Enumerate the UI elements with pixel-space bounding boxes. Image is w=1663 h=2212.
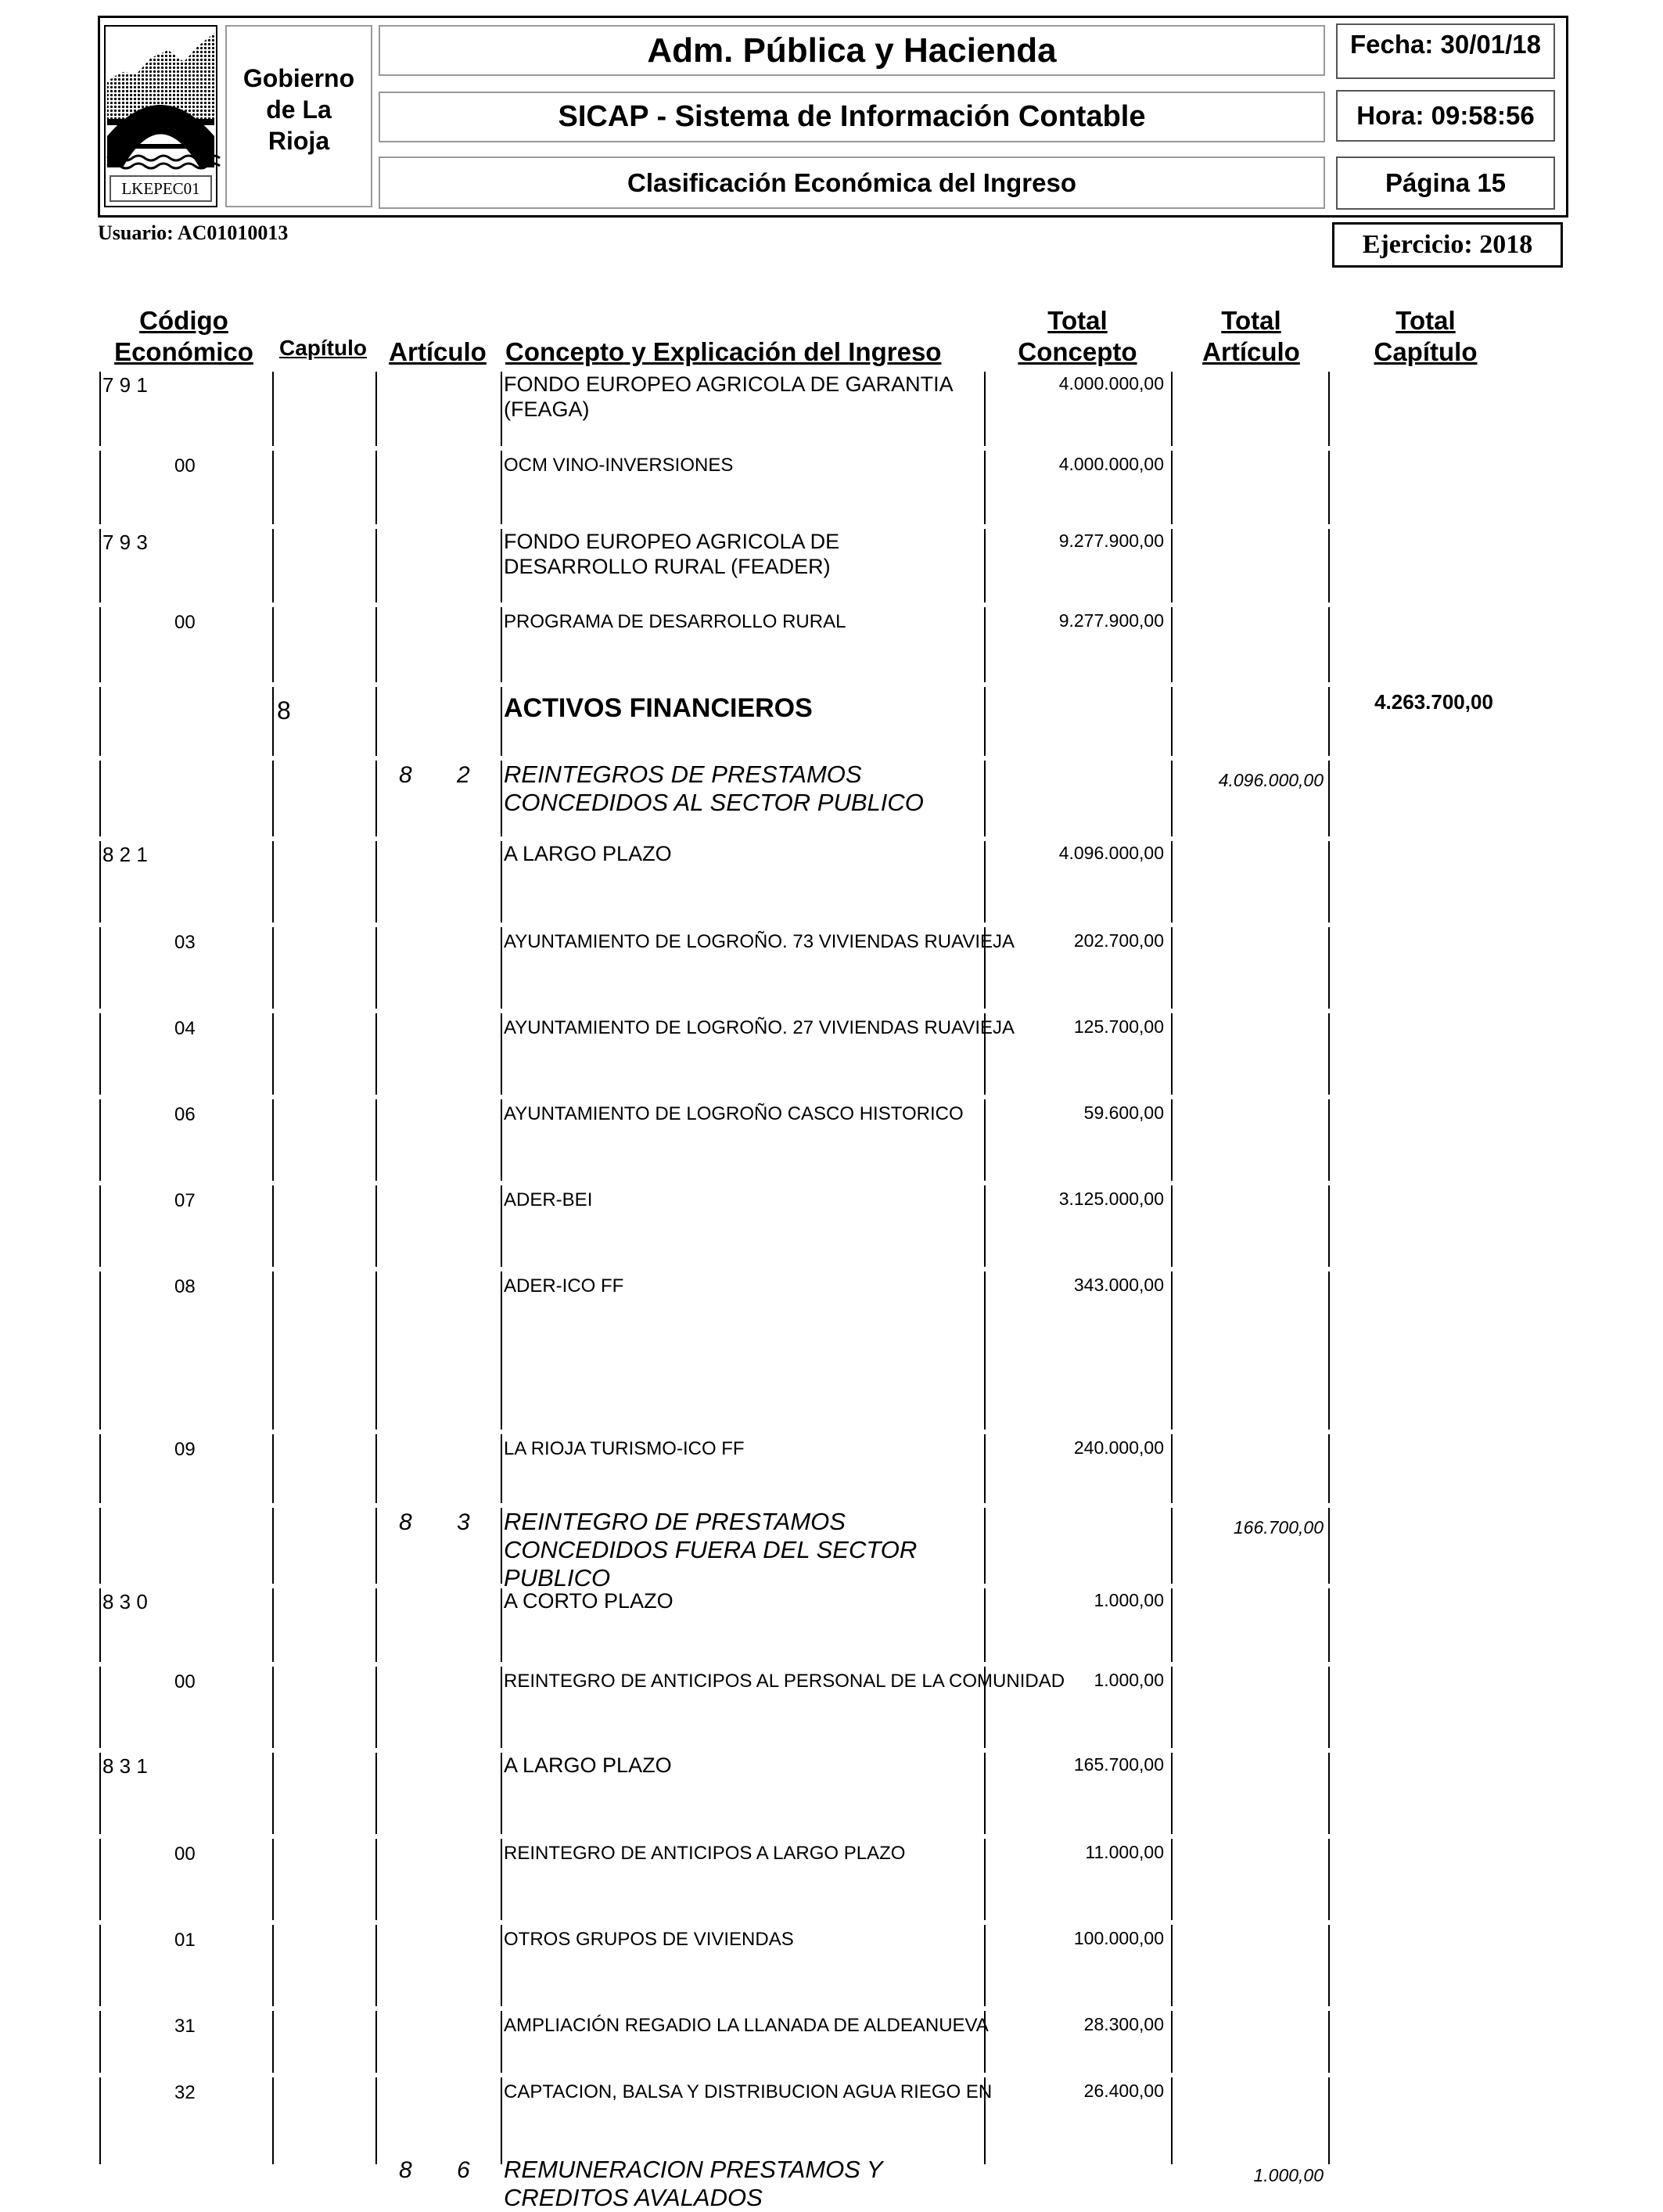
column-separator xyxy=(984,1508,986,1584)
description-line: (FEAGA) xyxy=(504,397,590,421)
description-line: REINTEGRO DE PRESTAMOS xyxy=(504,1508,846,1535)
column-separator xyxy=(375,1434,377,1503)
article-digit-1: 8 xyxy=(399,2157,412,2183)
column-separator xyxy=(99,1588,101,1662)
total-articulo-value: 166.700,00 xyxy=(1233,1517,1324,1538)
column-separator xyxy=(375,1839,377,1920)
total-concepto-value: 165.700,00 xyxy=(1073,1754,1164,1775)
concept-description xyxy=(504,841,973,866)
concept-description xyxy=(504,1588,973,1613)
column-separator xyxy=(99,1925,101,2006)
concept-code: 8 3 1 xyxy=(102,1754,148,1778)
government-name: Gobierno de La Rioja xyxy=(242,64,355,155)
description-line: A LARGO PLAZO xyxy=(504,1753,672,1777)
column-separator xyxy=(375,2011,377,2073)
column-separator xyxy=(501,372,502,446)
report-name: Clasificación Económica del Ingreso xyxy=(379,156,1325,209)
total-capitulo-value: 4.263.700,00 xyxy=(1374,690,1493,714)
column-separator xyxy=(1171,841,1173,923)
total-concepto-value: 26.400,00 xyxy=(1083,2081,1164,2101)
column-separator xyxy=(1171,2011,1173,2073)
column-separator xyxy=(1171,529,1173,602)
subconcept-code: 07 xyxy=(174,1190,196,1211)
column-separator xyxy=(99,372,101,446)
page-box: Página 15 xyxy=(1336,156,1555,210)
concept-description xyxy=(504,1753,973,1778)
col-header-concepto: Concepto y Explicación del Ingreso xyxy=(505,337,942,366)
column-separator xyxy=(501,761,502,836)
subconcept-code: 09 xyxy=(174,1439,196,1460)
fiscal-year-box: Ejercicio: 2018 xyxy=(1332,222,1563,268)
column-separator xyxy=(375,1588,377,1662)
column-separator xyxy=(984,687,986,756)
column-separator xyxy=(272,1271,274,1430)
column-separator xyxy=(375,529,377,602)
chapter-title: ACTIVOS FINANCIEROS xyxy=(504,693,813,723)
column-separator xyxy=(1171,927,1173,1009)
concept-code: 7 9 1 xyxy=(102,373,148,397)
total-concepto-value: 1.000,00 xyxy=(1094,1590,1164,1610)
column-separator xyxy=(375,1925,377,2006)
column-separator xyxy=(501,1508,502,1584)
column-separator xyxy=(99,1185,101,1267)
column-separator xyxy=(99,607,101,682)
column-separator xyxy=(501,2156,502,2163)
column-separator xyxy=(272,1434,274,1503)
column-separator xyxy=(501,927,502,1009)
subconcept-code: 06 xyxy=(174,1104,196,1125)
column-separator xyxy=(1328,529,1330,602)
column-separator xyxy=(501,2077,502,2164)
concept-code: 8 3 0 xyxy=(102,1590,148,1613)
column-separator xyxy=(272,2011,274,2073)
total-concepto-value: 4.000.000,00 xyxy=(1058,373,1164,394)
column-separator xyxy=(272,1925,274,2006)
column-separator xyxy=(1328,1588,1330,1662)
subconcept-description: AYUNTAMIENTO DE LOGROÑO. 73 VIVIENDAS RUAVIEJA xyxy=(504,931,1015,952)
column-separator xyxy=(272,1013,274,1095)
column-separator xyxy=(375,451,377,524)
total-concepto-value: 240.000,00 xyxy=(1073,1437,1164,1458)
column-separator xyxy=(501,2011,502,2073)
column-separator xyxy=(1328,1434,1330,1503)
column-separator xyxy=(501,1271,502,1430)
column-separator xyxy=(272,1508,274,1584)
column-separator xyxy=(99,1667,101,1748)
col-header-codigo: Código Económico xyxy=(114,306,253,366)
column-separator xyxy=(99,2011,101,2073)
column-separator xyxy=(272,372,274,446)
report-subtitle: SICAP - Sistema de Información Contable xyxy=(379,92,1325,142)
total-concepto-value: 11.000,00 xyxy=(1085,1842,1164,1862)
subconcept-code: 04 xyxy=(174,1018,196,1039)
col-header-total-capitulo: Total Capítulo xyxy=(1374,306,1478,366)
column-separator xyxy=(984,761,986,836)
column-separator xyxy=(272,2077,274,2164)
column-separator xyxy=(1171,2077,1173,2164)
column-separator xyxy=(1328,2077,1330,2164)
subconcept-code: 03 xyxy=(174,932,196,953)
column-separator xyxy=(375,2156,377,2163)
subconcept-code: 00 xyxy=(174,612,196,633)
column-separator xyxy=(99,2156,101,2163)
description-line: FONDO EUROPEO AGRICOLA DE GARANTIA xyxy=(504,372,954,396)
col-header-capitulo: Capítulo xyxy=(279,336,367,360)
column-separator xyxy=(1171,1839,1173,1920)
column-separator xyxy=(375,372,377,446)
column-separator xyxy=(272,761,274,836)
column-separator xyxy=(272,1839,274,1920)
column-separator xyxy=(501,1013,502,1095)
column-separator xyxy=(1171,372,1173,446)
column-separator xyxy=(99,1099,101,1181)
column-separator xyxy=(501,1434,502,1503)
column-separator xyxy=(1328,1667,1330,1748)
subconcept-description: AYUNTAMIENTO DE LOGROÑO. 27 VIVIENDAS RUAVIEJA xyxy=(504,1017,1015,1038)
column-separator xyxy=(375,761,377,836)
column-separator xyxy=(501,1925,502,2006)
column-separator xyxy=(1328,607,1330,682)
total-concepto-value: 9.277.900,00 xyxy=(1058,531,1164,551)
column-separator xyxy=(272,1588,274,1662)
total-concepto-value: 125.700,00 xyxy=(1073,1016,1164,1037)
column-separator xyxy=(1328,1185,1330,1267)
column-separator xyxy=(984,2156,986,2163)
column-separator xyxy=(375,1667,377,1748)
column-separator xyxy=(99,927,101,1009)
column-separator xyxy=(1328,2011,1330,2073)
article-digit-1: 8 xyxy=(399,1509,412,1535)
chapter-number: 8 xyxy=(277,696,291,725)
column-separator xyxy=(1171,1925,1173,2006)
description-line: CREDITOS AVALADOS xyxy=(504,2184,763,2211)
article-digit-2: 3 xyxy=(457,1509,470,1535)
column-separator xyxy=(1171,1434,1173,1503)
column-separator xyxy=(99,451,101,524)
description-line: PUBLICO xyxy=(504,1564,611,1592)
col-header-total-articulo: Total Artículo xyxy=(1202,306,1300,366)
article-digit-1: 8 xyxy=(399,762,412,788)
column-separator xyxy=(501,1185,502,1267)
column-separator xyxy=(1171,1013,1173,1095)
subconcept-code: 00 xyxy=(174,455,196,477)
column-separator xyxy=(1328,1099,1330,1181)
column-separator xyxy=(272,529,274,602)
column-separator xyxy=(1328,451,1330,524)
column-separator xyxy=(501,841,502,923)
column-separator xyxy=(99,841,101,923)
column-separator xyxy=(1171,451,1173,524)
description-line: FONDO EUROPEO AGRICOLA DE xyxy=(504,530,840,553)
column-separator xyxy=(501,1667,502,1748)
column-separator xyxy=(272,841,274,923)
column-separator xyxy=(272,2156,274,2163)
column-separator xyxy=(1171,1271,1173,1430)
column-separator xyxy=(375,1271,377,1430)
time-box: Hora: 09:58:56 xyxy=(1336,90,1555,142)
subconcept-code: 01 xyxy=(174,1930,196,1951)
column-separator xyxy=(1328,2156,1330,2163)
subconcept-description: AYUNTAMIENTO DE LOGROÑO CASCO HISTORICO xyxy=(504,1103,964,1124)
concept-description xyxy=(504,529,973,579)
subconcept-description: ADER-ICO FF xyxy=(504,1275,624,1297)
article-digit-2: 6 xyxy=(457,2157,470,2183)
total-concepto-value: 4.000.000,00 xyxy=(1058,454,1164,474)
subconcept-code: 00 xyxy=(174,1843,196,1865)
column-separator xyxy=(501,607,502,682)
subconcept-description: REINTEGRO DE ANTICIPOS AL PERSONAL DE LA COMUNIDAD xyxy=(504,1671,1065,1692)
total-concepto-value: 343.000,00 xyxy=(1073,1275,1164,1295)
column-separator xyxy=(1171,1667,1173,1748)
total-articulo-value: 1.000,00 xyxy=(1253,2165,1324,2185)
article-description xyxy=(504,761,981,817)
column-separator xyxy=(272,1185,274,1267)
article-description xyxy=(504,1508,981,1592)
description-line: CONCEDIDOS AL SECTOR PUBLICO xyxy=(504,789,924,816)
col-header-total-concepto: Total Concepto xyxy=(1018,306,1137,366)
column-separator xyxy=(1171,1185,1173,1267)
column-separator xyxy=(99,1434,101,1503)
column-separator xyxy=(272,1099,274,1181)
subconcept-description: REINTEGRO DE ANTICIPOS A LARGO PLAZO xyxy=(504,1843,906,1864)
column-separator xyxy=(99,761,101,836)
description-line: REMUNERACION PRESTAMOS Y xyxy=(504,2156,883,2183)
column-separator xyxy=(272,1667,274,1748)
description-line: A CORTO PLAZO xyxy=(504,1589,673,1613)
column-separator xyxy=(375,1753,377,1834)
total-concepto-value: 1.000,00 xyxy=(1094,1670,1164,1690)
subconcept-description: CAPTACION, BALSA Y DISTRIBUCION AGUA RIEGO EN xyxy=(504,2081,993,2102)
column-separator xyxy=(1328,1508,1330,1584)
article-digit-2: 2 xyxy=(457,762,470,788)
subconcept-code: 08 xyxy=(174,1276,196,1297)
column-separator xyxy=(99,1013,101,1095)
description-line: A LARGO PLAZO xyxy=(504,842,672,865)
column-separator xyxy=(501,1839,502,1920)
column-separator xyxy=(1328,1839,1330,1920)
column-separator xyxy=(375,1013,377,1095)
column-separator xyxy=(1328,1925,1330,2006)
column-separator xyxy=(1328,1013,1330,1095)
column-separator xyxy=(99,1508,101,1584)
column-separator xyxy=(99,529,101,602)
column-separator xyxy=(501,687,502,756)
column-separator xyxy=(99,1839,101,1920)
total-concepto-value: 3.125.000,00 xyxy=(1058,1189,1164,1209)
description-line: DESARROLLO RURAL (FEADER) xyxy=(504,555,831,578)
subconcept-description: ADER-BEI xyxy=(504,1189,593,1210)
subconcept-code: 31 xyxy=(174,2016,196,2037)
description-line: REINTEGROS DE PRESTAMOS xyxy=(504,761,862,788)
column-separator xyxy=(375,607,377,682)
subconcept-code: 00 xyxy=(174,1671,196,1692)
bridge-logo-icon xyxy=(106,27,216,174)
column-separator xyxy=(1328,372,1330,446)
total-concepto-value: 59.600,00 xyxy=(1083,1102,1164,1123)
column-separator xyxy=(1171,1588,1173,1662)
column-separator xyxy=(1328,927,1330,1009)
date-box: Fecha: 30/01/18 xyxy=(1336,23,1555,79)
column-separator xyxy=(1328,1271,1330,1430)
column-separator xyxy=(99,1753,101,1834)
column-separator xyxy=(1171,2156,1173,2163)
subconcept-description: OTROS GRUPOS DE VIVIENDAS xyxy=(504,1929,794,1950)
column-separator xyxy=(375,841,377,923)
total-concepto-value: 202.700,00 xyxy=(1073,930,1164,951)
column-separator xyxy=(375,1185,377,1267)
column-separator xyxy=(99,2077,101,2164)
column-separator xyxy=(1171,607,1173,682)
column-separator xyxy=(272,1753,274,1834)
column-separator xyxy=(272,607,274,682)
concept-code: 7 9 3 xyxy=(102,531,148,554)
subconcept-description: PROGRAMA DE DESARROLLO RURAL xyxy=(504,611,846,632)
column-separator xyxy=(501,1588,502,1662)
description-line: CONCEDIDOS FUERA DEL SECTOR xyxy=(504,1536,918,1563)
logo-code: LKEPEC01 xyxy=(110,175,212,202)
total-concepto-value: 9.277.900,00 xyxy=(1058,610,1164,631)
column-separator xyxy=(375,927,377,1009)
column-separator xyxy=(1171,1753,1173,1834)
subconcept-code: 32 xyxy=(174,2082,196,2103)
column-separator xyxy=(375,1508,377,1584)
column-separator xyxy=(99,1271,101,1430)
col-header-articulo: Artículo xyxy=(389,337,487,366)
column-separator xyxy=(272,927,274,1009)
total-concepto-value: 100.000,00 xyxy=(1073,1928,1164,1948)
column-separator xyxy=(272,451,274,524)
concept-description xyxy=(504,372,973,422)
column-separator xyxy=(501,1099,502,1181)
column-separator xyxy=(1171,1099,1173,1181)
subconcept-description: AMPLIACIÓN REGADIO LA LLANADA DE ALDEANUEVA xyxy=(504,2015,989,2036)
total-articulo-value: 4.096.000,00 xyxy=(1218,770,1324,790)
column-separator xyxy=(501,451,502,524)
subconcept-description: LA RIOJA TURISMO-ICO FF xyxy=(504,1438,745,1459)
column-separator xyxy=(1328,761,1330,836)
column-separator xyxy=(501,1753,502,1834)
article-description xyxy=(504,2156,981,2212)
column-separator xyxy=(501,529,502,602)
column-separator xyxy=(1171,687,1173,756)
total-concepto-value: 4.096.000,00 xyxy=(1058,843,1164,863)
column-separator xyxy=(1328,1753,1330,1834)
column-separator xyxy=(272,687,274,756)
column-separator xyxy=(375,687,377,756)
total-concepto-value: 28.300,00 xyxy=(1083,2014,1164,2034)
column-separator xyxy=(1328,841,1330,923)
column-separator xyxy=(375,2077,377,2164)
subconcept-description: OCM VINO-INVERSIONES xyxy=(504,455,734,476)
user-label: Usuario: AC01010013 xyxy=(98,221,289,244)
concept-code: 8 2 1 xyxy=(102,843,148,866)
column-separator xyxy=(99,687,101,756)
column-separator xyxy=(375,1099,377,1181)
report-title: Adm. Pública y Hacienda xyxy=(379,25,1325,76)
